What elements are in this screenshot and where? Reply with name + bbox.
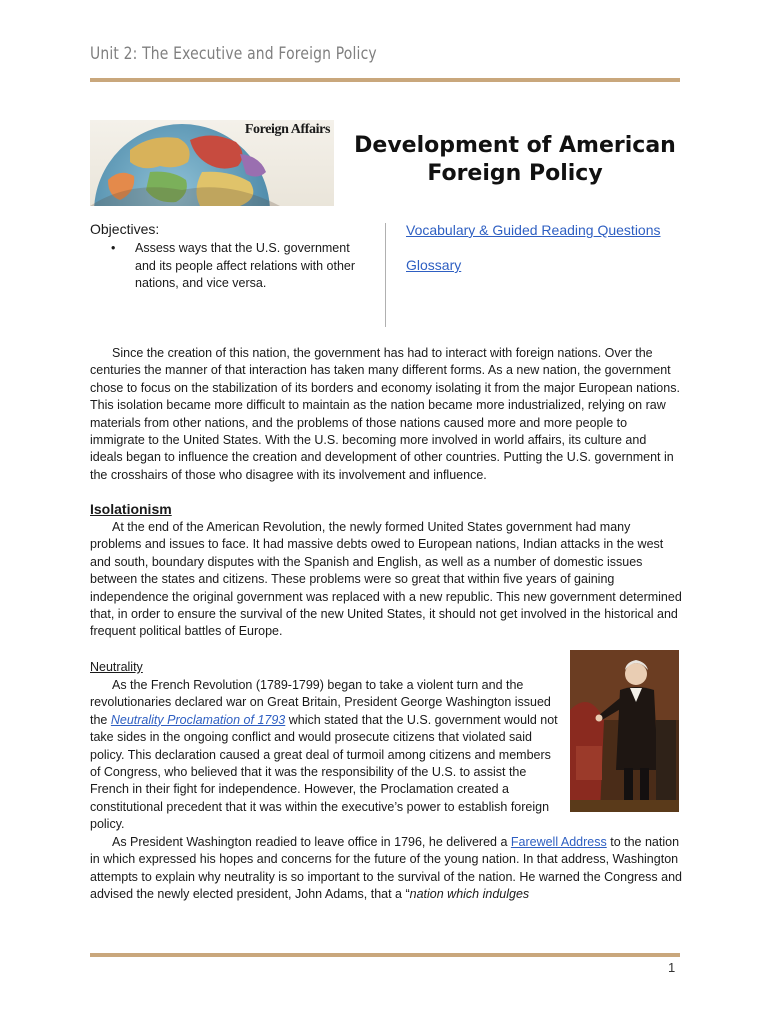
footer-rule xyxy=(90,953,680,957)
objectives-section xyxy=(90,221,365,293)
page-title xyxy=(350,132,680,188)
isolationism-heading: Isolationism xyxy=(90,501,172,517)
objectives-list xyxy=(90,240,365,293)
washington-portrait xyxy=(570,650,679,812)
page-title-line-2: Foreign Policy xyxy=(427,161,603,186)
foreign-affairs-banner xyxy=(90,120,334,206)
banner-label: Foreign Affairs xyxy=(244,122,330,137)
neutrality-p1-after: which stated that the U.S. government would not take sides in the ongoing conflict and would prosecute citizens that violated said policy. This declaration caused a great deal of turmoil among citizens and members of Congress, who believed that it was the responsibility of the U.S. to assist the French in their fight for independence. However, the Proclamation created a constitutional precedent that it was within the executive’s power to establish foreign policy. xyxy=(90,712,558,832)
vocabulary-link[interactable]: Vocabulary & Guided Reading Questions xyxy=(406,222,661,238)
george-washington-portrait xyxy=(570,650,679,812)
farewell-address-link[interactable]: Farewell Address xyxy=(510,835,607,849)
neutrality-p2-italic: nation which indulges xyxy=(409,887,530,902)
neutrality-heading: Neutrality xyxy=(90,660,143,674)
neutrality-p2-middle: to the nation in which expressed his hopes and concerns for the future of the young nation. In that address, Washington attempts to explain why neutrality is so important to the survival of the nation. He warned the Congress and advised the newly elected president, John Adams, that a “ xyxy=(90,835,682,902)
neutrality-proclamation-link[interactable]: Neutrality Proclamation of 1793 xyxy=(110,712,286,727)
header-rule xyxy=(90,78,680,82)
neutrality-paragraph-1 xyxy=(90,677,562,834)
isolationism-paragraph-text: At the end of the American Revolution, the newly formed United States government had many problems and issues to face. It had massive debts owed to European nations, Indian attacks in the west and south, boundary disputes with the Spanish and English, as well as a number of domestic issues between the states and citizens. These problems were so great that within five years of gaining independence the original government was replaced with a new republic. This new government determined that, in order to ensure the survival of the new United States, it should not get involved in the historical and frequent political battles of Europe. xyxy=(90,520,682,639)
objectives-heading: Objectives: xyxy=(90,221,160,237)
page-header-title: Unit 2: The Executive and Foreign Policy xyxy=(90,44,377,64)
intro-paragraph xyxy=(90,345,682,484)
column-divider xyxy=(385,223,386,327)
intro-paragraph-text: Since the creation of this nation, the government has had to interact with foreign nations. Over the centuries the manner of that interaction has taken many different forms. As a new nation, the government chose to focus on the stabilization of its borders and economy isolating it from the major European nations. This isolation became more difficult to maintain as the nation became more industrialized, relying on raw materials from other nations, and the problems of those nations caused more and more people to immigrate to the United States. With the U.S. becoming more involved in world affairs, its culture and ideals began to influence the creation and development of other countries. Putting the U.S. government in the crosshairs of those who disagree with its involvement and influence. xyxy=(90,346,680,482)
neutrality-p1-before: As the French Revolution (1789-1799) began to take a violent turn and the revolutionaries declared war on Great Britain, President George Washington issued the xyxy=(90,678,551,727)
isolationism-paragraph xyxy=(90,519,682,641)
page-number: 1 xyxy=(668,960,676,975)
page-title-line-1: Development of American xyxy=(354,133,676,158)
glossary-link[interactable]: Glossary xyxy=(406,257,462,273)
neutrality-p2-before: As President Washington readied to leave office in 1796, he delivered a xyxy=(112,835,511,849)
objective-item: • Assess ways that the U.S. government and its people affect relations with other nations, and vice versa. xyxy=(135,240,365,293)
neutrality-paragraph-2 xyxy=(90,834,682,904)
